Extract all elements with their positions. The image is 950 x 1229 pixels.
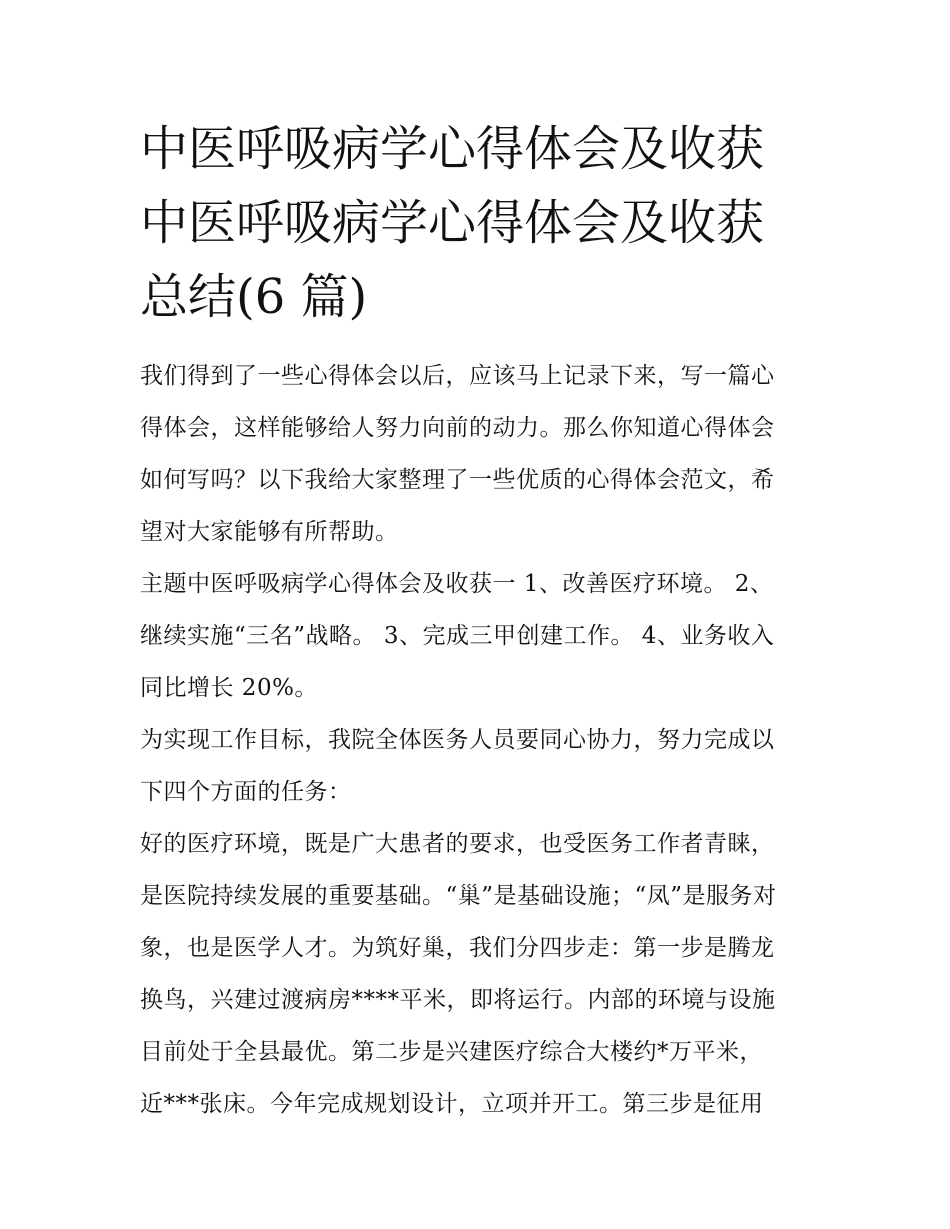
text-line: 好的医疗环境，既是广大患者的要求，也受医务工作者青睐，	[140, 831, 775, 857]
paragraph-goals	[140, 558, 812, 714]
text-line: 为实现工作目标，我院全体医务人员要同心协力，努力完成以	[140, 727, 775, 753]
paragraph-environment	[140, 818, 812, 1130]
paragraph-tasks	[140, 714, 812, 818]
paragraph-intro	[140, 350, 812, 558]
text-line: 下四个方面的任务：	[140, 779, 352, 805]
title-line-3: 总结(6 篇)	[140, 269, 368, 325]
document-title	[140, 112, 812, 334]
text-line: 同比增长 20%。	[140, 675, 318, 701]
document-content	[140, 112, 812, 1130]
title-line-2: 中医呼吸病学心得体会及收获	[140, 195, 765, 251]
text-line: 得体会，这样能够给人努力向前的动力。那么你知道心得体会	[140, 415, 775, 441]
text-line: 如何写吗？以下我给大家整理了一些优质的心得体会范文，希	[140, 467, 775, 493]
text-line: 继续实施“三名”战略。 3、完成三甲创建工作。 4、业务收入	[140, 623, 775, 649]
text-line: 换鸟，兴建过渡病房****平米，即将运行。内部的环境与设施	[140, 987, 776, 1013]
text-line: 是医院持续发展的重要基础。“巢”是基础设施；“凤”是服务对	[140, 883, 777, 909]
text-line: 主题中医呼吸病学心得体会及收获一 1、改善医疗环境。 2、	[140, 571, 774, 597]
text-line: 目前处于全县最优。第二步是兴建医疗综合大楼约*万平米，	[140, 1039, 763, 1065]
text-line: 望对大家能够有所帮助。	[140, 519, 399, 545]
text-line: 我们得到了一些心得体会以后，应该马上记录下来，写一篇心	[140, 363, 775, 389]
text-line: 象，也是医学人才。为筑好巢，我们分四步走：第一步是腾龙	[140, 935, 775, 961]
title-line-1: 中医呼吸病学心得体会及收获	[140, 121, 765, 177]
text-line: 近***张床。今年完成规划设计，立项并开工。第三步是征用	[140, 1091, 764, 1117]
